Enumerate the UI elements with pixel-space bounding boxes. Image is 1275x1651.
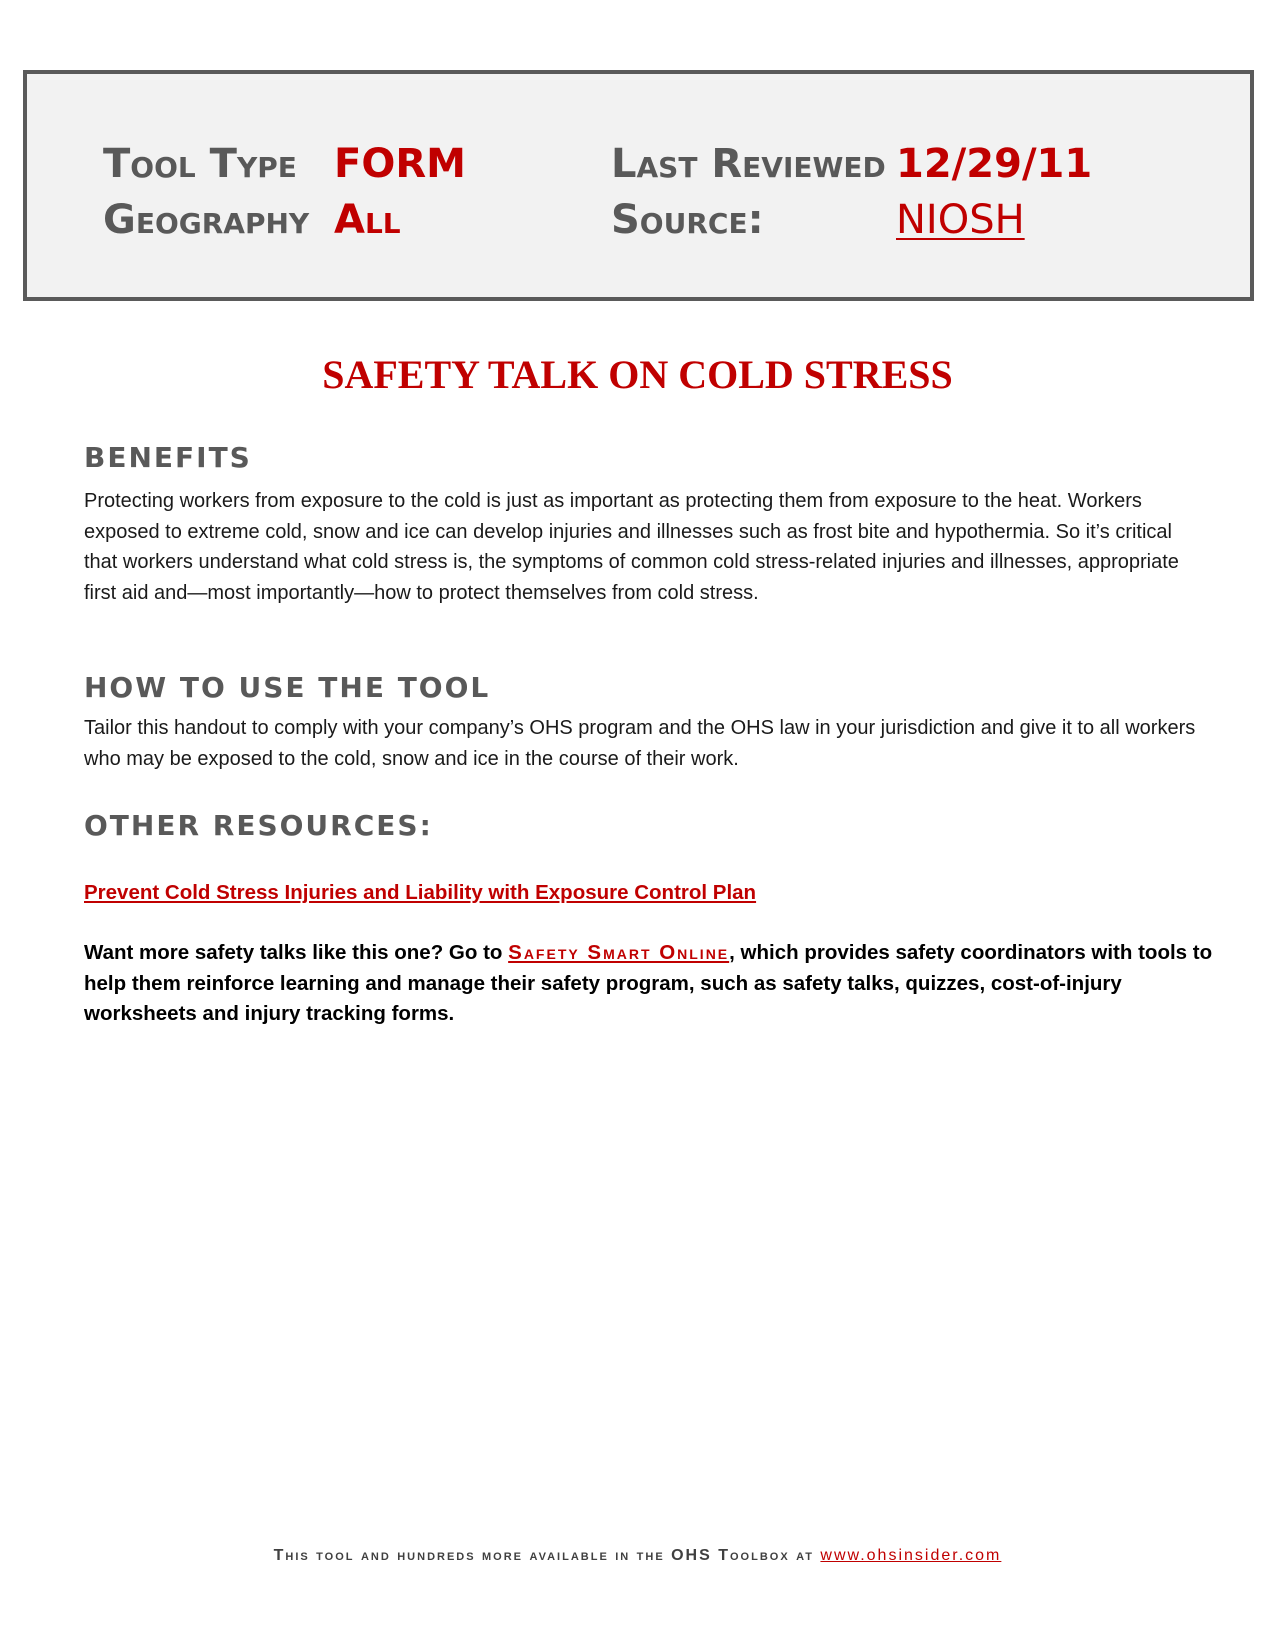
benefits-paragraph: Protecting workers from exposure to the cold is just as important as protecting them from exposure to the heat. Workers exposed to extreme cold, snow and ice can develop injuries and illnesses such as frost bite and hypothermia. So it’s critical that workers understand what cold stress is, the symptoms of common cold stress-related injuries and illnesses, appropriate first aid and—most importantly—how to protect themselves from cold stress. bbox=[84, 490, 1179, 604]
document-title: SAFETY TALK ON COLD STRESS bbox=[322, 352, 953, 397]
footer-text: This tool and hundreds more available in the OHS Toolbox at bbox=[273, 1547, 821, 1564]
geography-value: All bbox=[334, 197, 401, 243]
how-to-use-heading: HOW TO USE THE TOOL bbox=[84, 671, 491, 704]
geography-label: Geography bbox=[103, 197, 310, 243]
resource-link-cold-stress[interactable]: Prevent Cold Stress Injuries and Liability with Exposure Control Plan bbox=[84, 881, 757, 904]
tool-info-box bbox=[23, 70, 1254, 301]
source-link[interactable]: NIOSH bbox=[896, 197, 1025, 243]
how-to-use-paragraph: Tailor this handout to comply with your company’s OHS program and the OHS law in your jurisdiction and give it to all workers who may be exposed to the cold, snow and ice in the course of their work. bbox=[84, 717, 1196, 770]
meta-row-1 bbox=[27, 136, 1250, 192]
promo-text-before: Want more safety talks like this one? Go to bbox=[84, 941, 509, 964]
meta-row-2 bbox=[27, 192, 1250, 248]
last-reviewed-label: Last Reviewed bbox=[611, 141, 886, 187]
promo-paragraph bbox=[84, 938, 1214, 1030]
footer-link[interactable]: www.ohsinsider.com bbox=[820, 1547, 1002, 1564]
promo-text-after: , which provides safety coordinators with tools to help them reinforce learning and manage their safety program, such as safety talks, quizzes, cost-of-injury worksheets and injury tracking forms. bbox=[84, 941, 1213, 1025]
other-resources-heading: OTHER RESOURCES: bbox=[84, 809, 433, 842]
safety-smart-online-link[interactable]: Safety Smart Online bbox=[508, 941, 730, 964]
last-reviewed-value: 12/29/11 bbox=[896, 141, 1093, 187]
footer bbox=[0, 1545, 1275, 1567]
source-label: Source: bbox=[611, 197, 764, 243]
benefits-heading: BENEFITS bbox=[84, 441, 252, 474]
tool-type-value: FORM bbox=[334, 141, 466, 187]
tool-type-label: Tool Type bbox=[103, 141, 297, 187]
